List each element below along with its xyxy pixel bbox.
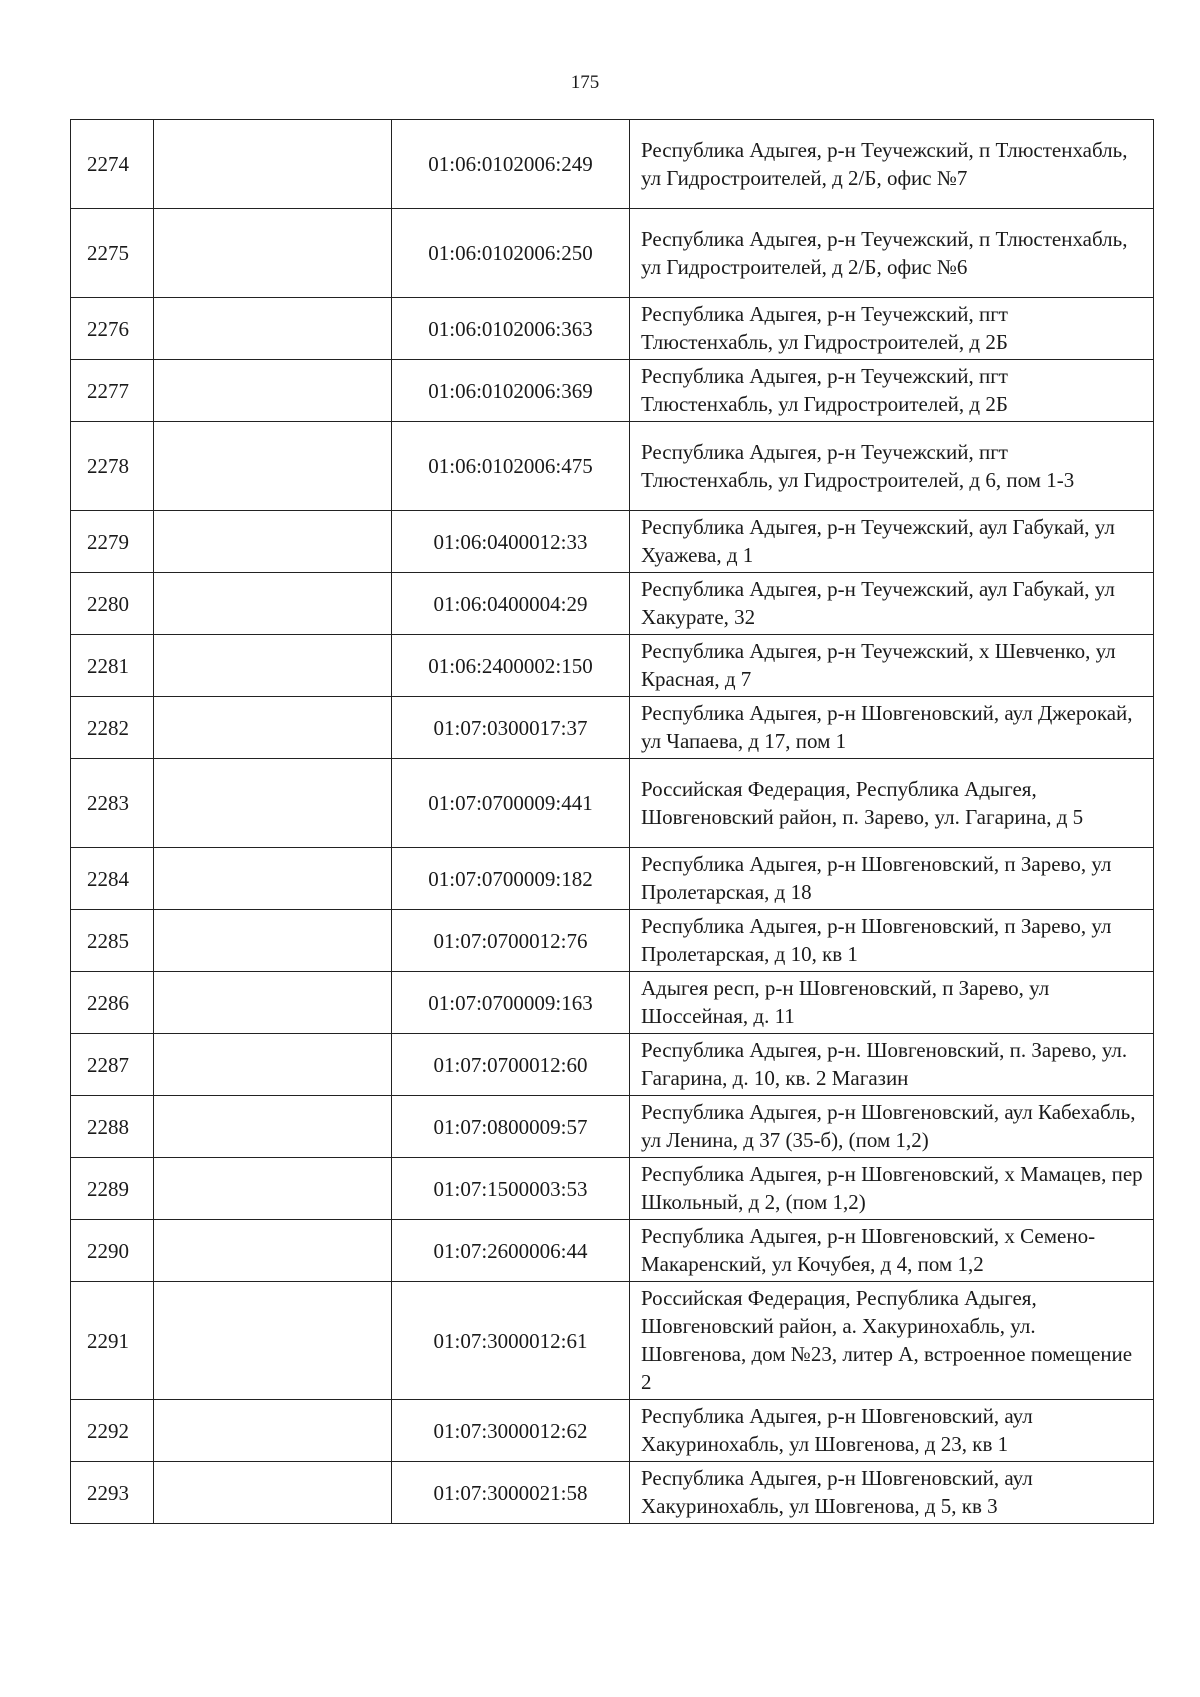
empty-cell [154,848,392,910]
address-cell: Российская Федерация, Республика Адыгея, Шовгеновский район, п. Зарево, ул. Гагарина, д 5 [630,759,1154,848]
row-number-cell: 2275 [71,209,154,298]
empty-cell [154,209,392,298]
table-row [71,1158,1154,1220]
table-row [71,1462,1154,1524]
table-body [71,120,1154,1524]
cadastral-number-cell: 01:07:0800009:57 [392,1096,630,1158]
table-row [71,511,1154,573]
cadastral-number-cell: 01:07:0700012:76 [392,910,630,972]
empty-cell [154,1096,392,1158]
row-number-cell: 2285 [71,910,154,972]
row-number-cell: 2289 [71,1158,154,1220]
table-row [71,1400,1154,1462]
address-cell: Адыгея респ, р-н Шовгеновский, п Зарево, ул Шоссейная, д. 11 [630,972,1154,1034]
table-row [71,972,1154,1034]
empty-cell [154,759,392,848]
cadastral-number-cell: 01:07:1500003:53 [392,1158,630,1220]
cadastral-number-cell: 01:06:0102006:363 [392,298,630,360]
address-cell: Республика Адыгея, р-н Теучежский, п Тлюстенхабль, ул Гидростроителей, д 2/Б, офис №7 [630,120,1154,209]
cadastral-number-cell: 01:06:0102006:249 [392,120,630,209]
table-row [71,120,1154,209]
empty-cell [154,422,392,511]
empty-cell [154,573,392,635]
row-number-cell: 2281 [71,635,154,697]
address-cell: Республика Адыгея, р-н Шовгеновский, х Семено-Макаренский, ул Кочубея, д 4, пом 1,2 [630,1220,1154,1282]
address-cell: Республика Адыгея, р-н Теучежский, пгт Тлюстенхабль, ул Гидростроителей, д 6, пом 1-3 [630,422,1154,511]
empty-cell [154,1158,392,1220]
row-number-cell: 2279 [71,511,154,573]
address-cell: Республика Адыгея, р-н Шовгеновский, х Мамацев, пер Школьный, д 2, (пом 1,2) [630,1158,1154,1220]
table-row [71,910,1154,972]
cadastral-number-cell: 01:06:0102006:369 [392,360,630,422]
empty-cell [154,298,392,360]
table-row [71,422,1154,511]
table-row [71,1220,1154,1282]
address-cell: Российская Федерация, Республика Адыгея, Шовгеновский район, а. Хакуринохабль, ул. Шовгенова, дом №23, литер А, встроенное помещение 2 [630,1282,1154,1400]
table-row [71,848,1154,910]
empty-cell [154,120,392,209]
property-registry-table [70,119,1154,1524]
row-number-cell: 2291 [71,1282,154,1400]
cadastral-number-cell: 01:07:0700009:163 [392,972,630,1034]
cadastral-number-cell: 01:06:0102006:475 [392,422,630,511]
cadastral-number-cell: 01:07:0700009:441 [392,759,630,848]
address-cell: Республика Адыгея, р-н. Шовгеновский, п. Зарево, ул. Гагарина, д. 10, кв. 2 Магазин [630,1034,1154,1096]
cadastral-number-cell: 01:06:0400012:33 [392,511,630,573]
cadastral-number-cell: 01:06:0102006:250 [392,209,630,298]
empty-cell [154,1220,392,1282]
empty-cell [154,910,392,972]
cadastral-number-cell: 01:07:0700012:60 [392,1034,630,1096]
empty-cell [154,972,392,1034]
address-cell: Республика Адыгея, р-н Теучежский, аул Габукай, ул Хакурате, 32 [630,573,1154,635]
address-cell: Республика Адыгея, р-н Теучежский, аул Габукай, ул Хуажева, д 1 [630,511,1154,573]
row-number-cell: 2276 [71,298,154,360]
address-cell: Республика Адыгея, р-н Шовгеновский, аул Хакуринохабль, ул Шовгенова, д 23, кв 1 [630,1400,1154,1462]
table-row [71,697,1154,759]
empty-cell [154,511,392,573]
table-row [71,1282,1154,1400]
cadastral-number-cell: 01:06:0400004:29 [392,573,630,635]
table-row [71,360,1154,422]
cadastral-number-cell: 01:07:0700009:182 [392,848,630,910]
row-number-cell: 2274 [71,120,154,209]
row-number-cell: 2290 [71,1220,154,1282]
table-row [71,209,1154,298]
page-number: 175 [570,72,600,93]
table-row [71,1096,1154,1158]
empty-cell [154,1400,392,1462]
address-cell: Республика Адыгея, р-н Шовгеновский, аул Кабехабль, ул Ленина, д 37 (35-б), (пом 1,2) [630,1096,1154,1158]
empty-cell [154,1034,392,1096]
row-number-cell: 2292 [71,1400,154,1462]
address-cell: Республика Адыгея, р-н Теучежский, пгт Тлюстенхабль, ул Гидростроителей, д 2Б [630,360,1154,422]
row-number-cell: 2288 [71,1096,154,1158]
empty-cell [154,1282,392,1400]
address-cell: Республика Адыгея, р-н Шовгеновский, п Зарево, ул Пролетарская, д 10, кв 1 [630,910,1154,972]
address-cell: Республика Адыгея, р-н Теучежский, х Шевченко, ул Красная, д 7 [630,635,1154,697]
row-number-cell: 2284 [71,848,154,910]
row-number-cell: 2293 [71,1462,154,1524]
table-row [71,759,1154,848]
cadastral-number-cell: 01:07:0300017:37 [392,697,630,759]
row-number-cell: 2282 [71,697,154,759]
cadastral-number-cell: 01:07:3000012:61 [392,1282,630,1400]
empty-cell [154,635,392,697]
address-cell: Республика Адыгея, р-н Теучежский, п Тлюстенхабль, ул Гидростроителей, д 2/Б, офис №6 [630,209,1154,298]
row-number-cell: 2283 [71,759,154,848]
address-cell: Республика Адыгея, р-н Шовгеновский, аул Хакуринохабль, ул Шовгенова, д 5, кв 3 [630,1462,1154,1524]
row-number-cell: 2277 [71,360,154,422]
address-cell: Республика Адыгея, р-н Теучежский, пгт Тлюстенхабль, ул Гидростроителей, д 2Б [630,298,1154,360]
row-number-cell: 2286 [71,972,154,1034]
empty-cell [154,697,392,759]
cadastral-number-cell: 01:07:3000012:62 [392,1400,630,1462]
address-cell: Республика Адыгея, р-н Шовгеновский, п Зарево, ул Пролетарская, д 18 [630,848,1154,910]
table-row [71,298,1154,360]
cadastral-number-cell: 01:07:3000021:58 [392,1462,630,1524]
row-number-cell: 2278 [71,422,154,511]
table-row [71,1034,1154,1096]
cadastral-number-cell: 01:06:2400002:150 [392,635,630,697]
cadastral-number-cell: 01:07:2600006:44 [392,1220,630,1282]
address-cell: Республика Адыгея, р-н Шовгеновский, аул Джерокай, ул Чапаева, д 17, пом 1 [630,697,1154,759]
empty-cell [154,360,392,422]
table-row [71,635,1154,697]
empty-cell [154,1462,392,1524]
row-number-cell: 2287 [71,1034,154,1096]
row-number-cell: 2280 [71,573,154,635]
table-row [71,573,1154,635]
